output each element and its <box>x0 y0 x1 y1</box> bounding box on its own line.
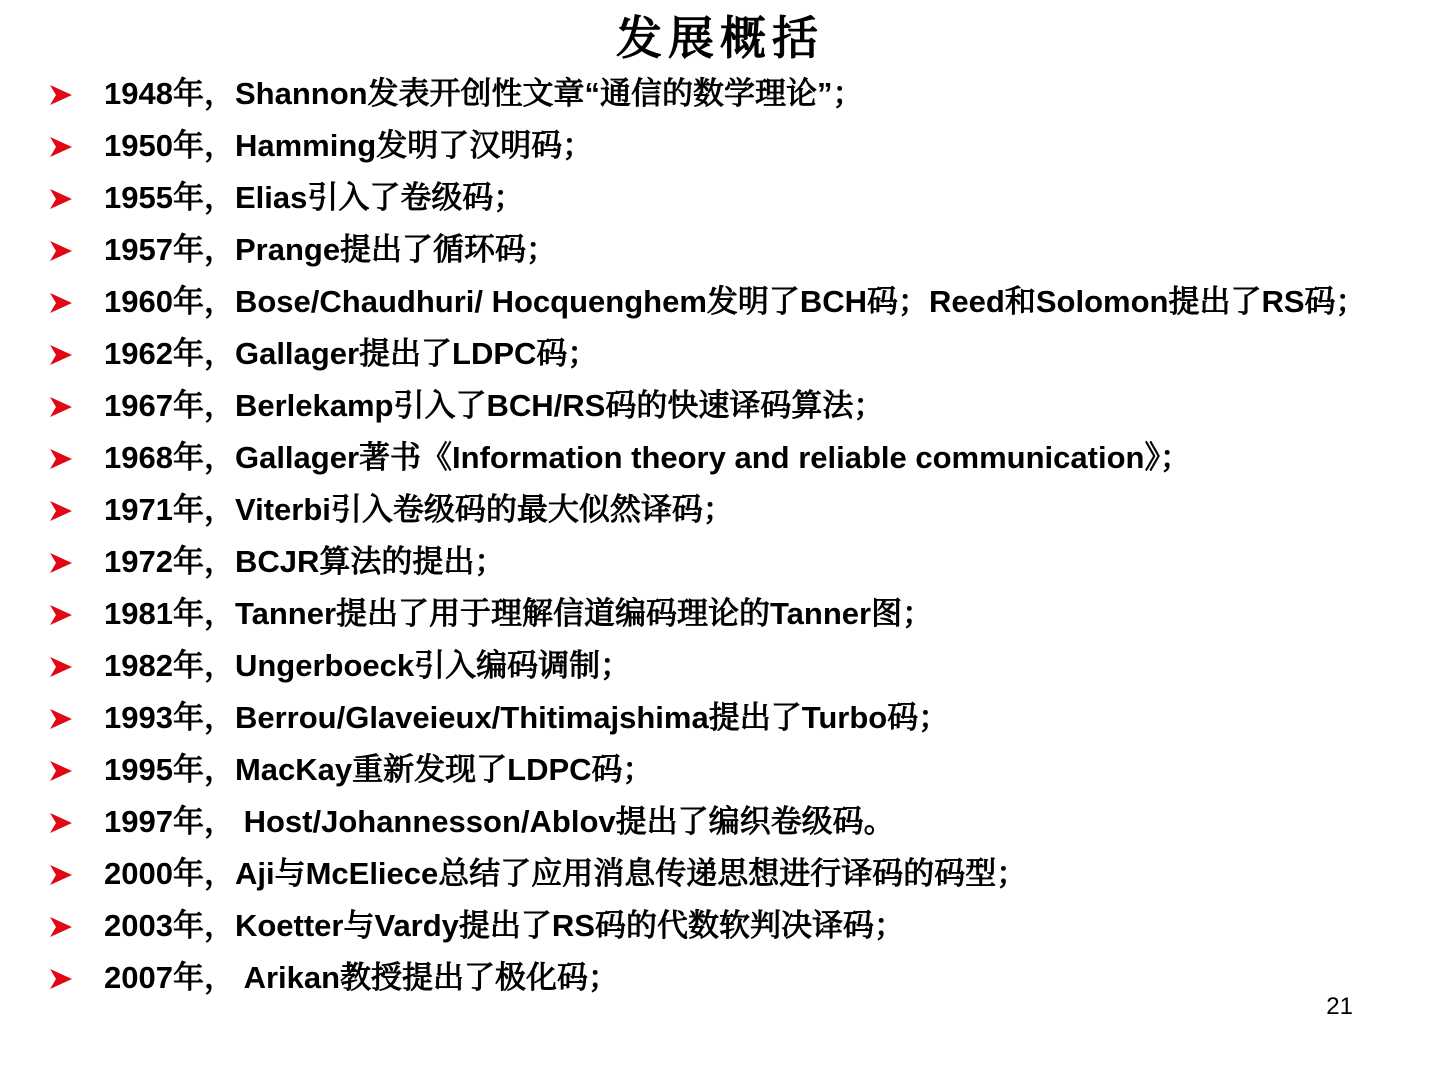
bullet-item-1995 <box>48 748 1398 792</box>
arrowhead-bullet-icon <box>48 498 74 524</box>
bullet-item-2007 <box>48 956 1398 1000</box>
bullet-text: 1982年，Ungerboeck引入编码调制； <box>104 648 632 683</box>
bullet-item-1950 <box>48 124 1398 168</box>
bullet-text: 1968年，Gallager著书《Information theory and reliable communication》； <box>104 440 1191 475</box>
bullet-text: 2007年， Arikan教授提出了极化码； <box>104 960 620 995</box>
bullet-item-1971 <box>48 488 1398 532</box>
arrowhead-bullet-icon <box>48 394 74 420</box>
bullet-item-1972 <box>48 540 1398 584</box>
arrowhead-bullet-icon <box>48 82 74 108</box>
bullet-item-1957 <box>48 228 1398 272</box>
arrowhead-bullet-icon <box>48 966 74 992</box>
bullet-item-1960 <box>48 280 1398 324</box>
arrowhead-bullet-icon <box>48 914 74 940</box>
history-bullet-list <box>48 72 1398 1008</box>
bullet-item-1981 <box>48 592 1398 636</box>
bullet-text: 1972年，BCJR算法的提出； <box>104 544 506 579</box>
bullet-text: 2003年，Koetter与Vardy提出了RS码的代数软判决译码； <box>104 908 905 943</box>
bullet-item-1997 <box>48 800 1398 844</box>
bullet-text: 1957年，Prange提出了循环码； <box>104 232 558 267</box>
bullet-text: 1962年，Gallager提出了LDPC码； <box>104 336 599 371</box>
arrowhead-bullet-icon <box>48 342 74 368</box>
arrowhead-bullet-icon <box>48 862 74 888</box>
bullet-text: 1997年， Host/Johannesson/Ablov提出了编织卷级码。 <box>104 804 895 839</box>
page-number: 21 <box>1326 993 1353 1020</box>
arrowhead-bullet-icon <box>48 446 74 472</box>
arrowhead-bullet-icon <box>48 134 74 160</box>
bullet-item-1993 <box>48 696 1398 740</box>
bullet-item-1967 <box>48 384 1398 428</box>
arrowhead-bullet-icon <box>48 654 74 680</box>
bullet-text: 1948年，Shannon发表开创性文章“通信的数学理论”； <box>104 76 864 111</box>
bullet-item-2003 <box>48 904 1398 948</box>
slide-title: 发展概括 <box>616 11 824 65</box>
arrowhead-bullet-icon <box>48 550 74 576</box>
bullet-text: 1971年，Viterbi引入卷级码的最大似然译码； <box>104 492 734 527</box>
bullet-item-1955 <box>48 176 1398 220</box>
arrowhead-bullet-icon <box>48 810 74 836</box>
bullet-text: 1955年，Elias引入了卷级码； <box>104 180 525 215</box>
bullet-text: 1950年，Hamming发明了汉明码； <box>104 128 594 163</box>
arrowhead-bullet-icon <box>48 706 74 732</box>
arrowhead-bullet-icon <box>48 186 74 212</box>
bullet-item-1982 <box>48 644 1398 688</box>
bullet-text: 1981年，Tanner提出了用于理解信道编码理论的Tanner图； <box>104 596 934 631</box>
bullet-item-1968 <box>48 436 1398 480</box>
bullet-text: 1993年，Berrou/Glaveieux/Thitimajshima提出了Turbo码； <box>104 700 950 735</box>
arrowhead-bullet-icon <box>48 290 74 316</box>
bullet-item-1962 <box>48 332 1398 376</box>
bullet-item-1948 <box>48 72 1398 116</box>
arrowhead-bullet-icon <box>48 758 74 784</box>
bullet-text: 2000年，Aji与McEliece总结了应用消息传递思想进行译码的码型； <box>104 856 1028 891</box>
bullet-text: 1960年，Bose/Chaudhuri/ Hocquenghem发明了BCH码；Reed和Solomon提出了RS码； <box>104 284 1367 319</box>
arrowhead-bullet-icon <box>48 238 74 264</box>
arrowhead-bullet-icon <box>48 602 74 628</box>
bullet-item-2000 <box>48 852 1398 896</box>
bullet-text: 1995年，MacKay重新发现了LDPC码； <box>104 752 654 787</box>
bullet-text: 1967年，Berlekamp引入了BCH/RS码的快速译码算法； <box>104 388 885 423</box>
